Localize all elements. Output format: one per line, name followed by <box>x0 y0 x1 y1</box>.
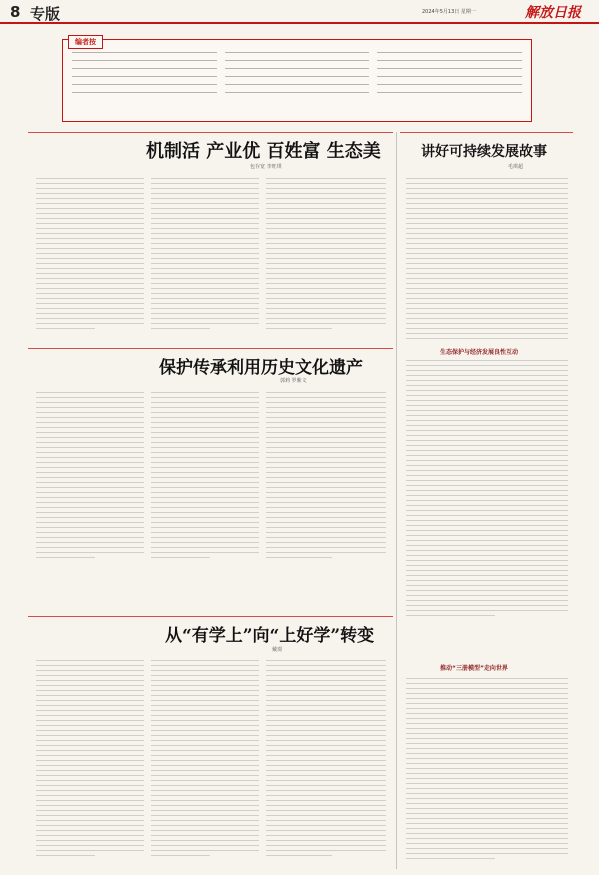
article-1-column-1 <box>36 178 144 333</box>
article-2-text <box>406 178 568 343</box>
issue-date: 2024年5月13日 星期一 <box>422 9 476 15</box>
article-title-2: 讲好可持续发展故事 <box>421 144 547 160</box>
byline-1: 包存宽 李旺琪 <box>250 164 282 170</box>
editor-note-tag: 编者按 <box>68 35 103 49</box>
article-4-column-2 <box>151 660 259 860</box>
subhead-2: 推动“三册模型”走向世界 <box>440 665 508 672</box>
right-story-rule <box>400 132 573 133</box>
byline-3: 郭莉 罗紫文 <box>280 378 307 384</box>
middle-story-rule <box>28 348 393 349</box>
note-column-1 <box>72 50 217 100</box>
article-1-column-2 <box>151 178 259 333</box>
bottom-story-rule <box>28 616 393 617</box>
article-title-1: 机制活 产业优 百姓富 生态美 <box>146 141 381 162</box>
article-3-column-1 <box>36 392 144 562</box>
article-title-3: 保护传承利用历史文化遗产 <box>159 358 363 378</box>
top-story-rule <box>28 132 393 133</box>
article-4-column-1 <box>36 660 144 860</box>
article-3-column-2 <box>151 392 259 562</box>
note-column-3 <box>377 50 522 100</box>
page-number: 8 <box>10 3 21 21</box>
editor-note-text <box>72 50 522 100</box>
article-3-column-3 <box>266 392 386 562</box>
article-2-continued <box>406 360 568 620</box>
subhead-1: 生态保护与经济发展良性互动 <box>440 349 519 356</box>
article-title-4: 从“有学上”向“上好学”转变 <box>165 626 375 646</box>
newspaper-logo: 解放日报 <box>525 5 581 21</box>
page-header <box>0 0 599 24</box>
article-2-bottom-text <box>406 678 568 863</box>
page-name: 专版 <box>30 5 61 23</box>
article-4-column-3 <box>266 660 386 860</box>
byline-4: 戴璟 <box>272 647 283 653</box>
byline-2: 毛琪超 <box>508 164 524 170</box>
article-1-column-3 <box>266 178 386 333</box>
main-column-divider <box>396 132 397 869</box>
note-column-2 <box>225 50 370 100</box>
